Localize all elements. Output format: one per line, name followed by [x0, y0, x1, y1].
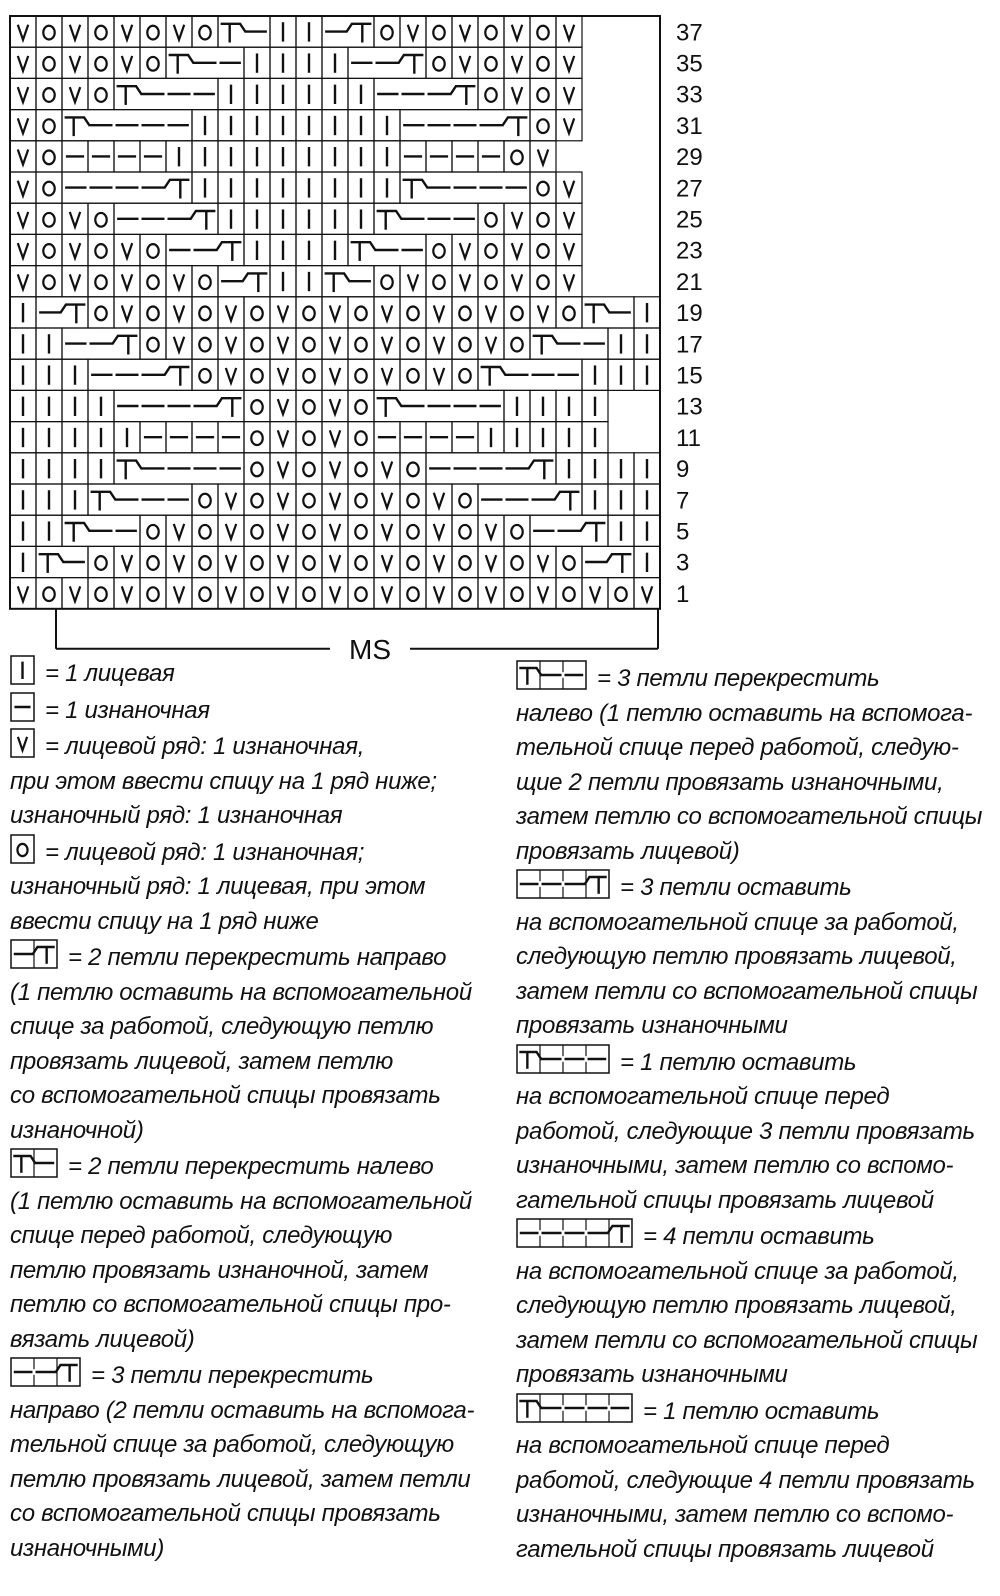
legend-item	[10, 939, 472, 1148]
legend-symbol-icon	[516, 1393, 633, 1423]
legend-text-line: вязать лицевой)	[10, 1325, 195, 1353]
legend-text-line: (1 петлю оставить на вспомогательной	[10, 1187, 472, 1215]
legend-text-line: = 4 петли оставить	[516, 1218, 977, 1255]
legend-text-line: следующую петлю провязать лицевой,	[516, 943, 957, 970]
legend-item	[516, 1393, 975, 1568]
row-number: 3	[676, 549, 690, 577]
legend-item	[516, 869, 977, 1044]
legend-symbol-icon	[516, 1218, 633, 1248]
row-number: 17	[676, 331, 703, 359]
legend-text-line: изнаночными, затем петлю со вспомо-	[516, 1501, 954, 1528]
legend-text-line: на вспомогательной спице перед	[516, 1432, 890, 1459]
legend-item	[10, 1148, 472, 1357]
row-number: 27	[676, 175, 703, 203]
legend-text-line: на вспомогательной спице за работой,	[516, 908, 959, 936]
repeat-label: MS	[349, 633, 391, 660]
legend-text-line: работой, следующие 3 петли провязать	[516, 1117, 975, 1145]
legend-item	[10, 834, 425, 940]
legend-text-line: = 3 петли перекрестить	[10, 1357, 474, 1394]
legend-text-line: изнаночной)	[10, 1116, 144, 1144]
legend-text-line: петлю со вспомогательной спицы про-	[10, 1291, 451, 1318]
legend-text-line: гательной спицы провязать лицевой	[516, 1186, 934, 1214]
legend-symbol-icon	[10, 1148, 58, 1178]
legend-text-line: ввести спицу на 1 ряд ниже	[10, 907, 319, 935]
legend-text-line: провязать изнаночными	[516, 1012, 788, 1039]
row-number: 37	[676, 19, 703, 47]
legend-text-line: = лицевой ряд: 1 изнаночная;	[10, 834, 425, 871]
row-number: 19	[676, 300, 703, 328]
row-number: 7	[676, 487, 690, 515]
legend-symbol-icon	[10, 728, 35, 758]
legend-text-line: изнаночный ряд: 1 лицевая, при этом	[10, 873, 426, 900]
legend-text-line: затем петлю со вспомогательной спицы	[516, 803, 983, 830]
legend-symbol-icon	[10, 939, 58, 969]
legend-text-line: = 2 петли перекрестить направо	[10, 939, 472, 976]
row-number: 13	[676, 393, 703, 421]
legend-text-line: спице перед работой, следующую	[10, 1222, 393, 1249]
legend-item	[10, 655, 175, 692]
legend-text-line: тельной спице перед работой, следую-	[516, 734, 959, 761]
legend-item	[516, 1044, 975, 1219]
row-number: 31	[676, 112, 703, 140]
legend-item	[516, 660, 982, 869]
legend-text-line: = 1 изнаночная	[10, 692, 210, 729]
legend-symbol-icon	[10, 655, 35, 685]
legend-text-line: тельной спице за работой, следующую	[10, 1431, 454, 1458]
legend-text-line: со вспомогательной спицы провязать	[10, 1082, 441, 1109]
row-number: 9	[676, 456, 690, 484]
legend-text-line: следующую петлю провязать лицевой,	[516, 1292, 957, 1319]
row-number: 23	[676, 237, 703, 265]
legend-text-line: провязать лицевой, затем петлю	[10, 1047, 393, 1075]
row-number: 21	[676, 268, 703, 296]
legend-text-line: изнаночными, затем петлю со вспомо-	[516, 1152, 954, 1179]
legend-text-line: = 3 петли оставить	[516, 869, 977, 906]
legend-text-line: со вспомогательной спицы провязать	[10, 1500, 441, 1527]
legend-symbol-icon	[516, 660, 587, 690]
legend-text-line: = 1 петлю оставить	[516, 1044, 975, 1081]
legend-text-line: = лицевой ряд: 1 изнаночная,	[10, 728, 437, 765]
row-number: 29	[676, 144, 703, 172]
legend-text-line: = 3 петли перекрестить	[516, 660, 982, 697]
row-number: 1	[676, 580, 690, 608]
row-number: 15	[676, 362, 703, 390]
legend-text-line: гательной спицы провязать лицевой	[516, 1535, 934, 1563]
legend-item	[10, 728, 437, 834]
legend-text-line: = 1 лицевая	[10, 655, 175, 692]
row-number: 11	[676, 424, 701, 452]
legend-symbol-icon	[10, 1357, 81, 1387]
legend-text-line: спице за работой, следующую петлю	[10, 1013, 434, 1040]
row-number: 25	[676, 206, 703, 234]
row-number: 33	[676, 81, 703, 109]
legend-text-line: при этом ввести спицу на 1 ряд ниже;	[10, 767, 437, 795]
legend-text-line: направо (2 петли оставить на вспомога-	[10, 1396, 475, 1424]
legend-text-line: провязать лицевой)	[516, 837, 740, 865]
legend-text-line: (1 петлю оставить на вспомогательной	[10, 978, 472, 1006]
legend-text-line: петлю провязать изнаночной, затем	[10, 1256, 429, 1284]
legend-text-line: на вспомогательной спице за работой,	[516, 1257, 959, 1285]
legend-text-line: затем петли со вспомогательной спицы	[516, 1326, 978, 1354]
knitting-chart	[0, 0, 1000, 660]
legend-symbol-icon	[516, 869, 610, 899]
legend-text-line: провязать изнаночными	[516, 1361, 788, 1388]
legend-symbol-icon	[10, 692, 35, 722]
legend-text-line: = 1 петлю оставить	[516, 1393, 975, 1430]
row-number: 5	[676, 518, 690, 546]
legend-text-line: затем петли со вспомогательной спицы	[516, 977, 978, 1005]
legend-text-line: изнаночный ряд: 1 изнаночная	[10, 802, 343, 829]
legend-text-line: щие 2 петли провязать изнаночными,	[516, 768, 944, 796]
row-number: 35	[676, 50, 703, 78]
legend-text-line: налево (1 петлю оставить на вспомога-	[516, 699, 973, 727]
legend-item	[10, 1357, 474, 1566]
legend-text-line: на вспомогательной спице перед	[516, 1083, 890, 1110]
legend-text-line: = 2 петли перекрестить налево	[10, 1148, 472, 1185]
legend-symbol-icon	[516, 1044, 610, 1074]
legend-item	[10, 692, 210, 729]
legend-text-line: изнаночными)	[10, 1534, 165, 1562]
legend-item	[516, 1218, 977, 1393]
legend-text-line: работой, следующие 4 петли провязать	[516, 1466, 975, 1494]
legend-symbol-icon	[10, 834, 35, 864]
legend-text-line: петлю провязать лицевой, затем петли	[10, 1465, 471, 1493]
